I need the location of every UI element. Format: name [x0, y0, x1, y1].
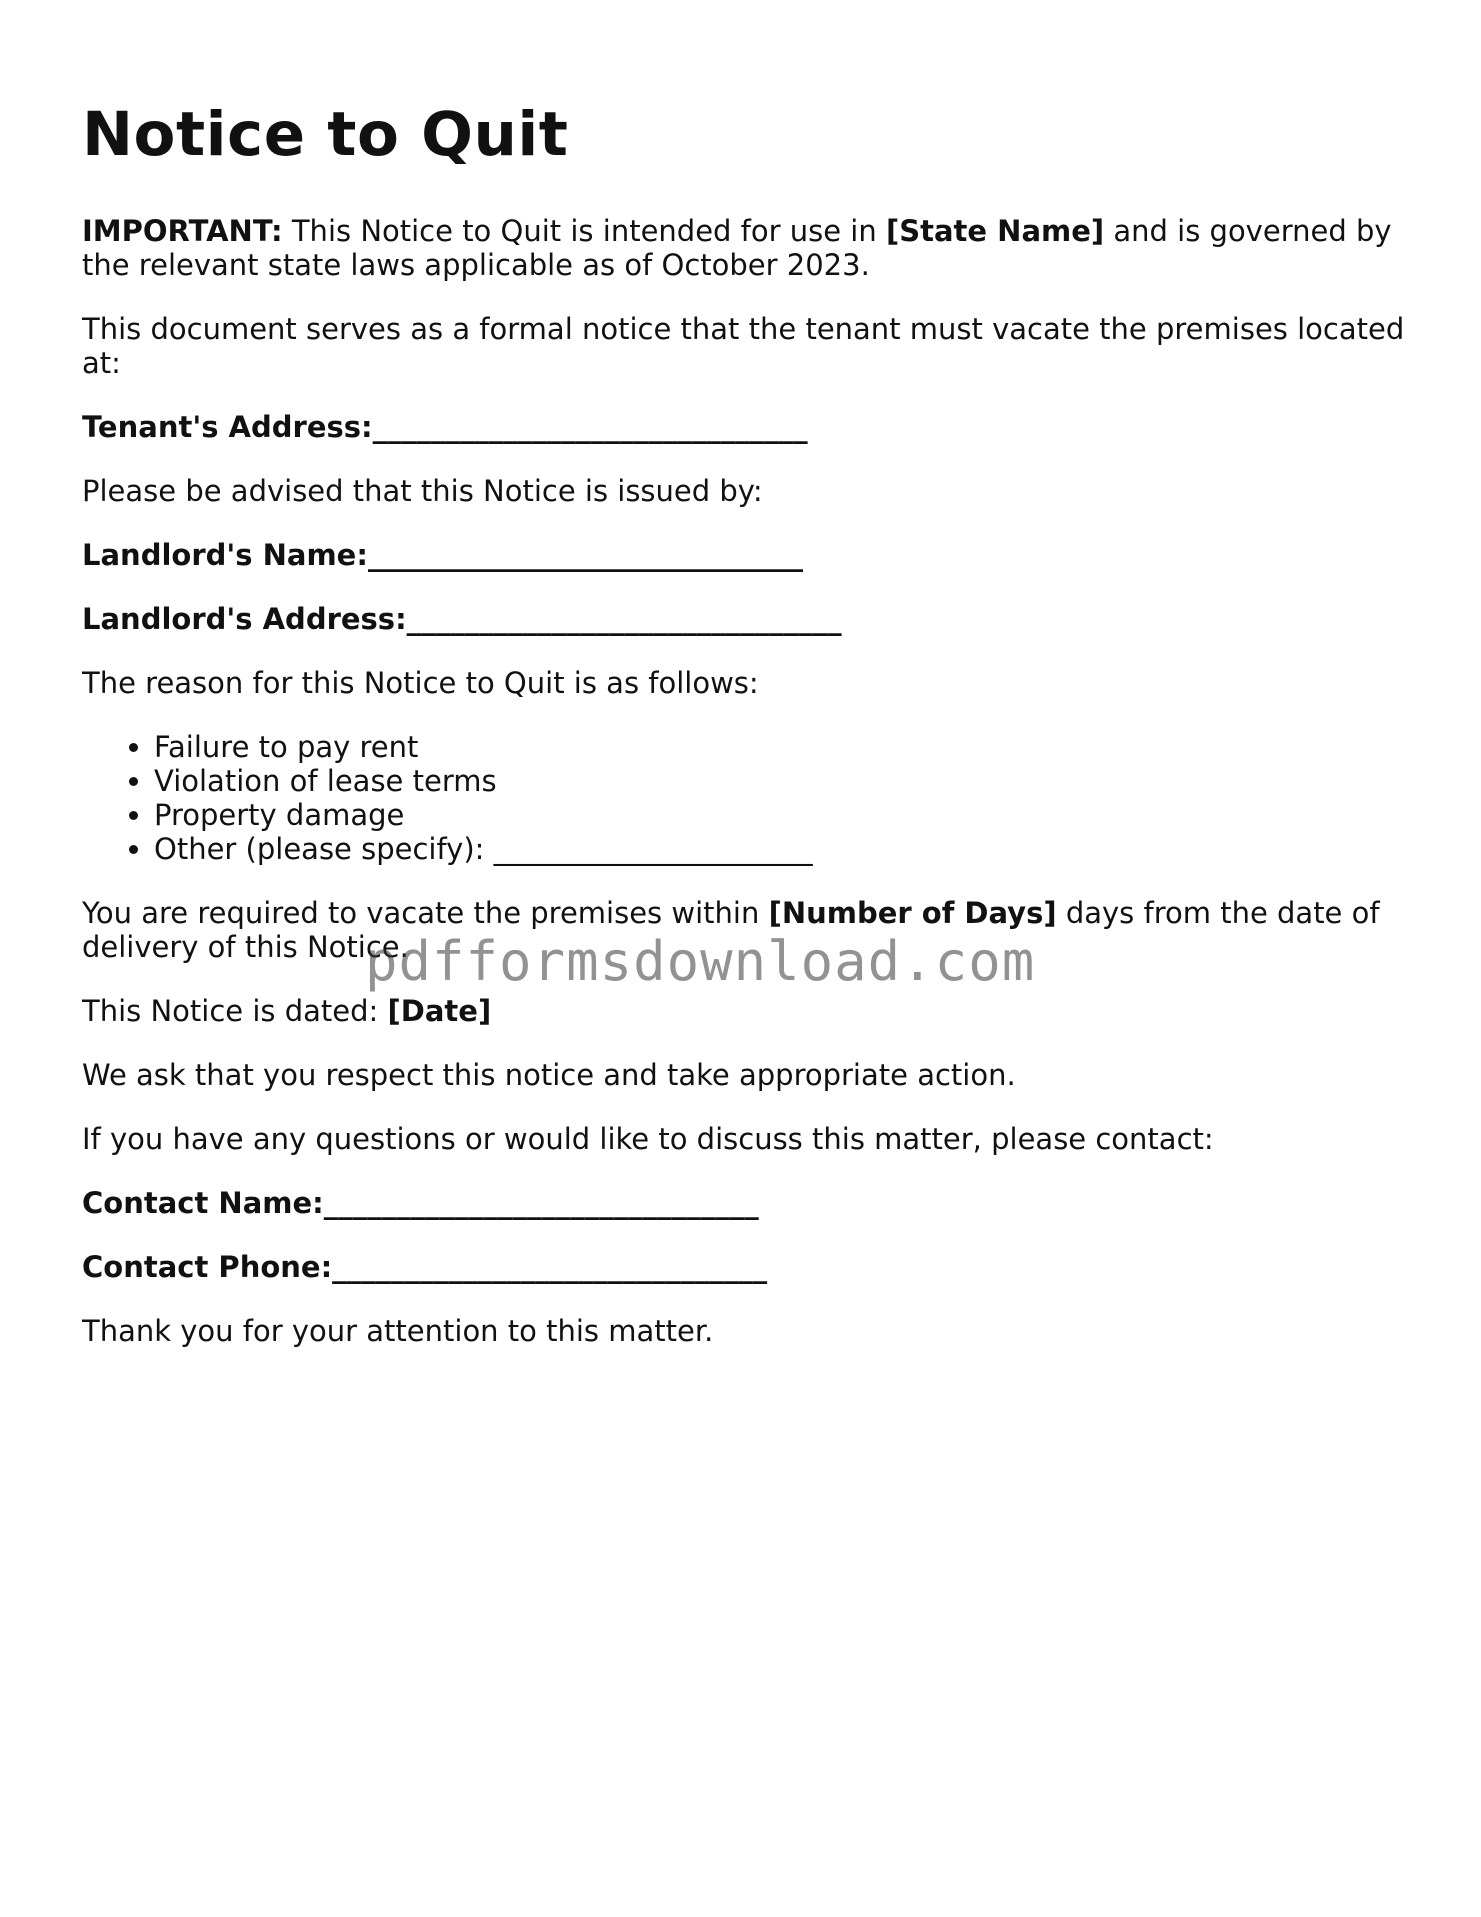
respect-paragraph: We ask that you respect this notice and take appropriate action.: [82, 1058, 1016, 1093]
reason-item: • Violation of lease terms: [154, 764, 1412, 798]
contact-name-blank[interactable]: ______________________________: [323, 1186, 759, 1221]
reason-intro-paragraph: The reason for this Notice to Quit is as follows:: [82, 666, 759, 701]
state-name-placeholder: [State Name]: [885, 214, 1105, 249]
date-placeholder: [Date]: [387, 994, 492, 1029]
tenant-address-field: [82, 410, 1412, 444]
reason-item: • Property damage: [154, 798, 1412, 832]
watermark: pdfformsdownload.com: [365, 930, 1036, 993]
page-title: Notice to Quit: [82, 99, 569, 170]
issued-by-paragraph: Please be advised that this Notice is issued by:: [82, 474, 763, 509]
contact-phone-field: [82, 1250, 1412, 1284]
tenant-address-blank[interactable]: ______________________________: [372, 410, 808, 445]
dated-text: This Notice is dated:: [82, 994, 388, 1029]
contact-name-label: Contact Name:: [82, 1186, 324, 1221]
contact-name-field: [82, 1186, 1412, 1220]
questions-paragraph: If you have any questions or would like to discuss this matter, please contact:: [82, 1122, 1214, 1157]
important-text-2: and is governed by the relevant state laws applicable as of October 2023.: [82, 214, 1392, 283]
contact-phone-label: Contact Phone:: [82, 1250, 333, 1285]
reason-item-other[interactable]: • Other (please specify): ______________________: [154, 832, 1412, 866]
landlord-name-blank[interactable]: ______________________________: [367, 538, 803, 573]
landlord-name-field: [82, 538, 1412, 572]
thanks-paragraph: Thank you for your attention to this matter.: [82, 1314, 714, 1349]
reason-item: • Failure to pay rent: [154, 730, 1412, 764]
landlord-address-label: Landlord's Address:: [82, 602, 407, 637]
important-label: IMPORTANT:: [82, 214, 283, 249]
landlord-address-field: [82, 602, 1412, 636]
vacate-text-1: You are required to vacate the premises within: [82, 896, 769, 931]
tenant-address-label: Tenant's Address:: [82, 410, 373, 445]
reason-list: [82, 730, 1412, 866]
intro-paragraph: This document serves as a formal notice that the tenant must vacate the premises located at:: [82, 312, 1405, 381]
vacate-text-2: days from the date of delivery of this Notice.: [82, 896, 1380, 965]
landlord-address-blank[interactable]: ______________________________: [406, 602, 842, 637]
landlord-name-label: Landlord's Name:: [82, 538, 368, 573]
number-of-days-placeholder: [Number of Days]: [768, 896, 1057, 931]
important-text-1: This Notice to Quit is intended for use in: [282, 214, 886, 249]
dated-paragraph: [82, 994, 1412, 1028]
important-paragraph: [82, 214, 1412, 282]
document-page: [82, 100, 1412, 1378]
contact-phone-blank[interactable]: ______________________________: [332, 1250, 768, 1285]
